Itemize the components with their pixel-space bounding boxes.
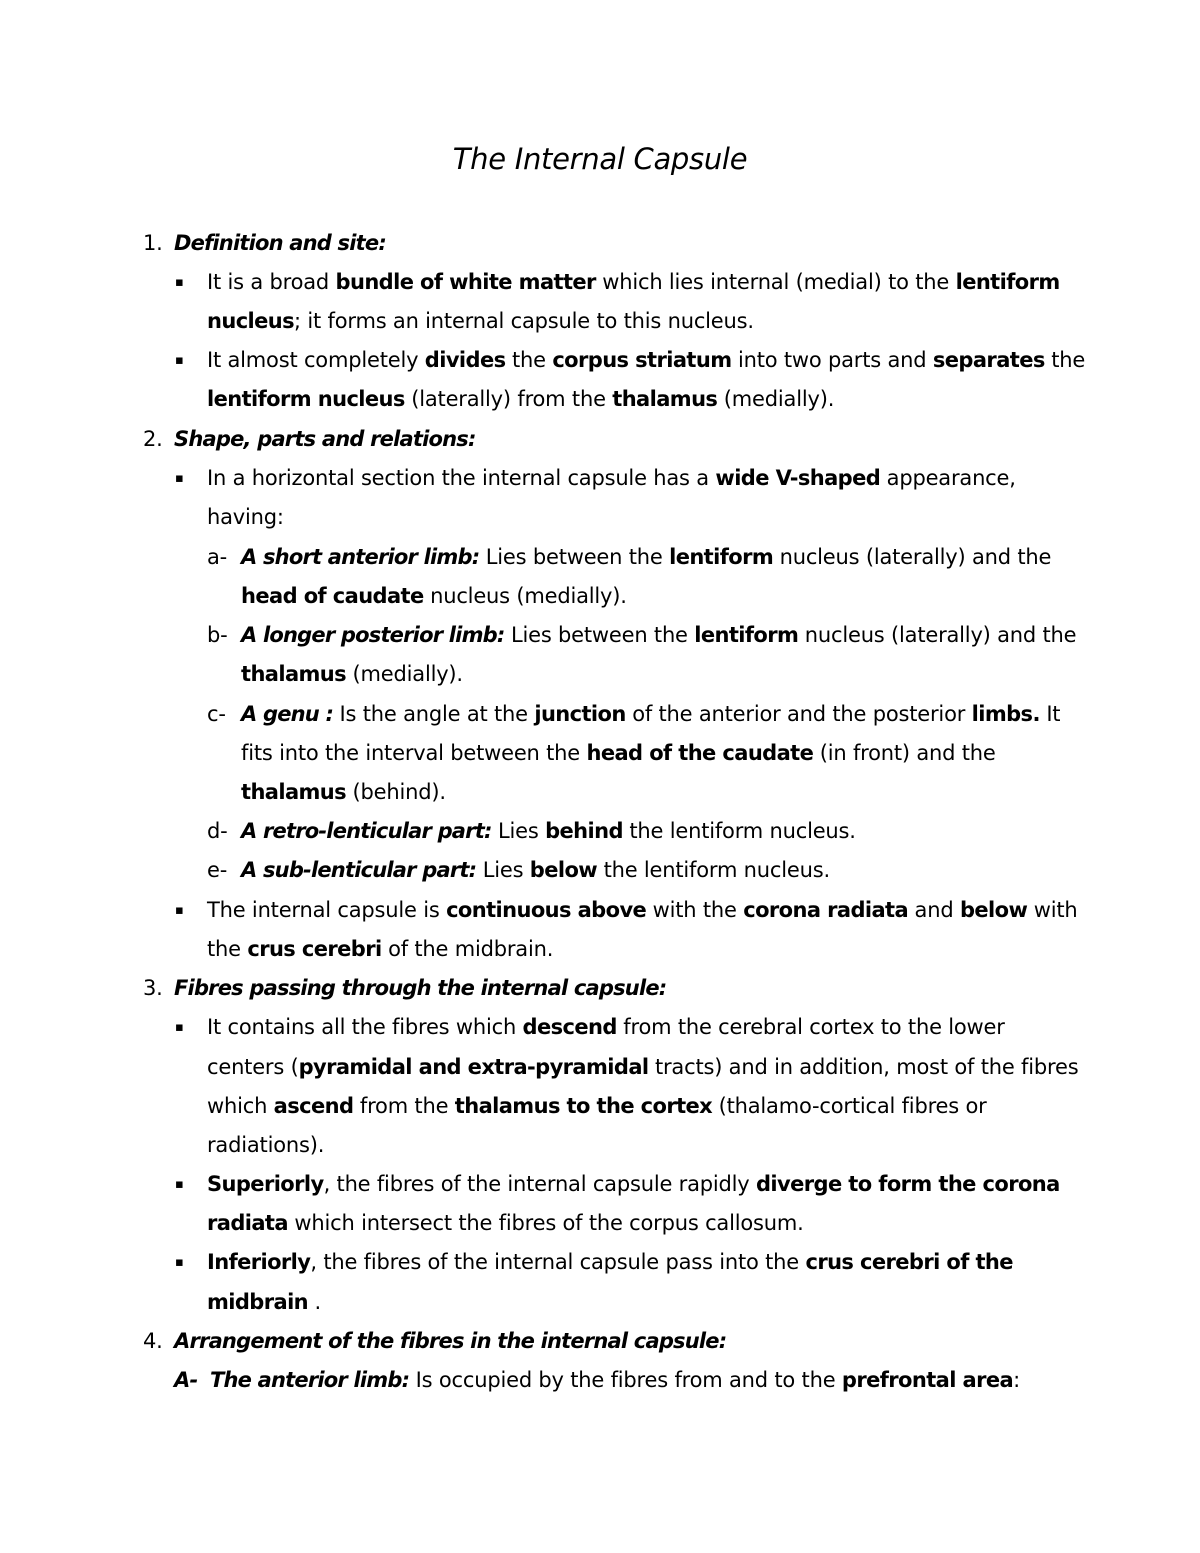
list-label: e- <box>207 858 228 882</box>
bullet-icon: ▪ <box>175 1020 184 1035</box>
section-2-heading: Shape, parts and relations: <box>174 427 476 451</box>
paragraph-line: A short anterior limb: Lies between the lentiform nucleus (laterally) and the <box>241 545 1052 569</box>
list-label: b- <box>207 623 228 647</box>
paragraph-line: Superiorly, the fibres of the internal capsule rapidly diverge to form the corona <box>207 1172 1060 1196</box>
page-title: The Internal Capsule <box>452 142 748 176</box>
paragraph-line: A longer posterior limb: Lies between the lentiform nucleus (laterally) and the <box>241 623 1077 647</box>
paragraph-line: radiations). <box>207 1133 325 1157</box>
paragraph-line: centers (pyramidal and extra-pyramidal tracts) and in addition, most of the fibres <box>207 1055 1079 1079</box>
section-1-number: 1. <box>143 231 163 255</box>
list-label: A- <box>174 1368 198 1392</box>
paragraph-line: Inferiorly, the fibres of the internal capsule pass into the crus cerebri of the <box>207 1250 1013 1274</box>
bullet-icon: ▪ <box>175 1177 184 1192</box>
paragraph-line: In a horizontal section the internal capsule has a wide V-shaped appearance, <box>207 466 1016 490</box>
list-label: c- <box>207 702 226 726</box>
paragraph-line: thalamus (medially). <box>241 662 463 686</box>
paragraph-line: having: <box>207 505 284 529</box>
paragraph-line: A retro-lenticular part: Lies behind the lentiform nucleus. <box>241 819 856 843</box>
section-4-number: 4. <box>143 1329 163 1353</box>
paragraph-line: nucleus; it forms an internal capsule to this nucleus. <box>207 309 754 333</box>
section-3-heading: Fibres passing through the internal capsule: <box>174 976 667 1000</box>
paragraph-line: which ascend from the thalamus to the cortex (thalamo-cortical fibres or <box>207 1094 987 1118</box>
paragraph-line: thalamus (behind). <box>241 780 446 804</box>
paragraph-line: radiata which intersect the fibres of the corpus callosum. <box>207 1211 804 1235</box>
paragraph-line: fits into the interval between the head of the caudate (in front) and the <box>241 741 996 765</box>
section-2-number: 2. <box>143 427 163 451</box>
bullet-icon: ▪ <box>175 903 184 918</box>
paragraph-line: It is a broad bundle of white matter which lies internal (medial) to the lentiform <box>207 270 1060 294</box>
section-1-heading: Definition and site: <box>174 231 386 255</box>
paragraph-line: It contains all the fibres which descend from the cerebral cortex to the lower <box>207 1015 1005 1039</box>
paragraph-line: The anterior limb: Is occupied by the fibres from and to the prefrontal area: <box>210 1368 1020 1392</box>
paragraph-line: the crus cerebri of the midbrain. <box>207 937 554 961</box>
bullet-icon: ▪ <box>175 275 184 290</box>
bullet-icon: ▪ <box>175 353 184 368</box>
section-3-number: 3. <box>143 976 163 1000</box>
section-4-heading: Arrangement of the fibres in the internal capsule: <box>174 1329 727 1353</box>
paragraph-line: A genu : Is the angle at the junction of the anterior and the posterior limbs. It <box>241 702 1061 726</box>
bullet-icon: ▪ <box>175 1255 184 1270</box>
paragraph-line: It almost completely divides the corpus striatum into two parts and separates the <box>207 348 1086 372</box>
paragraph-line: The internal capsule is continuous above with the corona radiata and below with <box>207 898 1078 922</box>
paragraph-line: lentiform nucleus (laterally) from the thalamus (medially). <box>207 387 835 411</box>
paragraph-line: A sub-lenticular part: Lies below the lentiform nucleus. <box>241 858 830 882</box>
list-label: d- <box>207 819 228 843</box>
bullet-icon: ▪ <box>175 471 184 486</box>
paragraph-line: head of caudate nucleus (medially). <box>241 584 627 608</box>
list-label: a- <box>207 545 228 569</box>
paragraph-line: midbrain . <box>207 1290 321 1314</box>
